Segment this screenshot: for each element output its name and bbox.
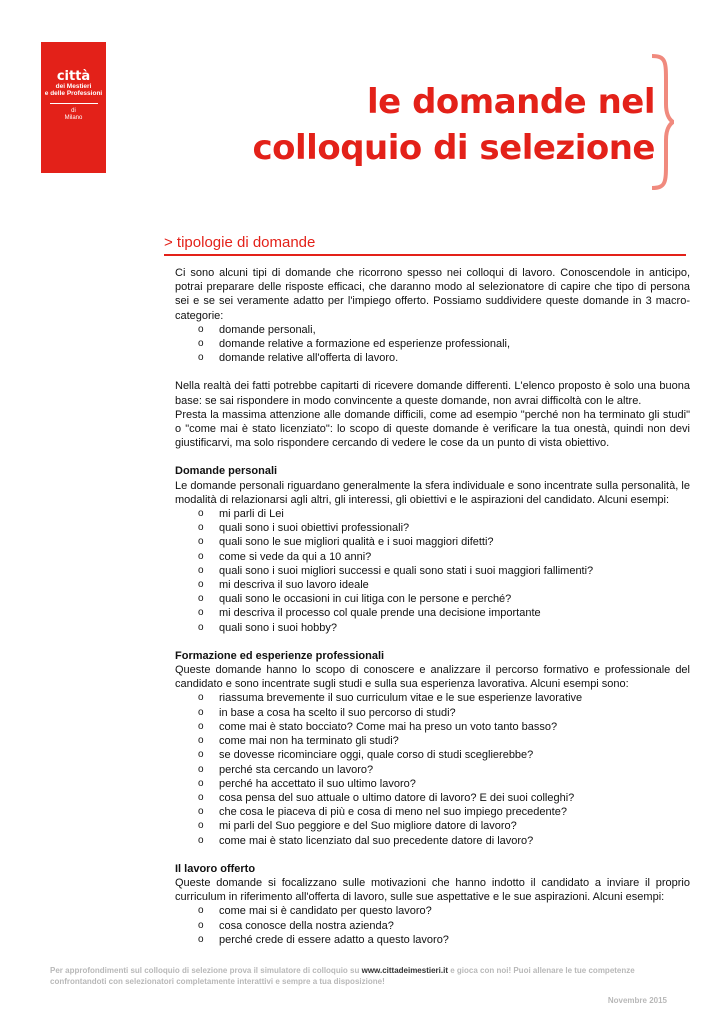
logo-subtitle-2: e delle Professioni bbox=[44, 90, 103, 97]
list-item: o quali sono le sue migliori qualità e i suoi maggiori difetti? bbox=[198, 536, 494, 549]
footer-text-pre: Per approfondimenti sul colloquio di selezione prova il simulatore di colloquio su bbox=[50, 966, 362, 975]
footer-website-link[interactable]: www.cittadeimestieri.it bbox=[361, 966, 448, 975]
paragraph-training: Queste domande hanno lo scopo di conoscere e analizzare il percorso formativo e professionale del candidato e sono incentrate sugli studi e sulla sua esperienza lavorativa. Alcuni esempi sono: bbox=[175, 664, 690, 691]
list-item: o come mai non ha terminato gli studi? bbox=[198, 735, 399, 748]
list-item: o cosa conosce della nostra azienda? bbox=[198, 919, 394, 932]
footer-date: Novembre 2015 bbox=[607, 996, 667, 1005]
paragraph-attention: Presta la massima attenzione alle domande difficili, come ad esempio "perché non ha terminato gli studi" o "come mai è stato licenziato": lo scopo di queste domande è verificare la tua onestà, quindi non devi giustificarvi, ma solo rispondere cercando di vedere le cose da un punto di vista obiettivo. bbox=[175, 408, 690, 450]
list-item: o mi parli di Lei bbox=[198, 508, 284, 521]
paragraph-personal: Le domande personali riguardano generalmente la sfera individuale e sono incentrate sulla personalità, le modalità di relazionarsi agli altri, gli interessi, gli obiettivi e le aspirazioni del candidato. Alcuni esempi: bbox=[175, 479, 690, 506]
list-item: o come mai è stato bocciato? Come mai ha preso un voto tanto basso? bbox=[198, 720, 558, 733]
list-item: o perché ha accettato il suo ultimo lavoro? bbox=[198, 777, 416, 790]
footer-text-post: e gioca con noi! Puoi allenare le tue competenze confrontandoti con selezionatori completamente interattivi e sempre a tua disposizione! bbox=[50, 966, 635, 986]
category-list bbox=[175, 323, 690, 366]
list-item: o cosa pensa del suo attuale o ultimo datore di lavoro? E dei suoi colleghi? bbox=[198, 791, 575, 804]
title-line-2: colloquio di selezione bbox=[252, 128, 655, 168]
training-questions-list bbox=[175, 691, 690, 847]
logo-word: città bbox=[56, 69, 91, 84]
logo-city-1: di bbox=[71, 108, 76, 114]
list-item: o perché crede di essere adatto a questo lavoro? bbox=[198, 933, 449, 946]
title-line-1: le domande nel bbox=[367, 82, 655, 122]
logo-subtitle-1: dei Mestieri bbox=[55, 83, 92, 90]
section-heading: > tipologie di domande bbox=[164, 234, 686, 256]
list-item: o mi descriva il suo lavoro ideale bbox=[198, 579, 369, 592]
list-item: o quali sono i suoi hobby? bbox=[198, 621, 338, 634]
page-title bbox=[253, 79, 655, 171]
heading-personal: Domande personali bbox=[175, 465, 278, 478]
list-item: o quali sono i suoi obiettivi professionali? bbox=[198, 522, 410, 535]
list-item: o come si vede da qui a 10 anni? bbox=[198, 550, 372, 563]
list-item: o che cosa le piaceva di più e cosa di meno nel suo impiego precedente? bbox=[198, 806, 567, 819]
list-item: o domande personali, bbox=[198, 323, 316, 336]
list-item: o come mai è stato licenziato dal suo precedente datore di lavoro? bbox=[198, 834, 534, 847]
list-item: o mi parli del Suo peggiore e del Suo migliore datore di lavoro? bbox=[198, 820, 517, 833]
paragraph-reality: Nella realtà dei fatti potrebbe capitarti di ricevere domande differenti. L'elenco proposto è solo una buona base: se sai rispondere in modo convincente a queste domande, non avrai difficoltà con le altre. bbox=[175, 380, 690, 407]
list-item: o perché sta cercando un lavoro? bbox=[198, 763, 374, 776]
personal-questions-list bbox=[175, 507, 690, 635]
list-item: o quali sono le occasioni in cui litiga con le persone e perché? bbox=[198, 593, 512, 606]
intro-paragraph: Ci sono alcuni tipi di domande che ricorrono spesso nei colloqui di lavoro. Conoscendole in anticipo, potrai preparare delle risposte efficaci, che daranno modo al selezionatore di capire che tipo di persona sei e se sei veramente adatto per l'impiego offerto. Possiamo suddividere queste domande in 3 macro-categorie: bbox=[175, 267, 690, 322]
paragraph-offer: Queste domande si focalizzano sulle motivazioni che hanno indotto il candidato a inviare il proprio curriculum in riferimento all'offerta di lavoro, sulle sue aspettative e le sue aspirazioni. Alcuni esempi: bbox=[175, 876, 690, 904]
offer-questions-list bbox=[175, 904, 690, 947]
logo-citta-dei-mestieri bbox=[41, 42, 106, 173]
list-item: o quali sono i suoi migliori successi e quali sono stati i suoi maggiori fallimenti? bbox=[198, 564, 594, 577]
curly-brace-decoration bbox=[644, 52, 674, 192]
footer-note bbox=[50, 965, 670, 987]
heading-offer: Il lavoro offerto bbox=[175, 862, 256, 875]
logo-divider bbox=[50, 103, 98, 104]
list-item: o in base a cosa ha scelto il suo percorso di studi? bbox=[198, 706, 456, 719]
list-item: o riassuma brevemente il suo curriculum vitae e le sue esperienze lavorative bbox=[198, 692, 583, 705]
heading-training: Formazione ed esperienze professionali bbox=[175, 649, 385, 662]
logo-city-2: Milano bbox=[64, 115, 83, 121]
list-item: o se dovesse ricominciare oggi, quale corso di studi sceglierebbe? bbox=[198, 749, 534, 762]
list-item: o mi descriva il processo col quale prende una decisione importante bbox=[198, 607, 541, 620]
list-item: o come mai si è candidato per questo lavoro? bbox=[198, 905, 432, 918]
list-item: o domande relative a formazione ed esperienze professionali, bbox=[198, 338, 511, 351]
list-item: o domande relative all'offerta di lavoro. bbox=[198, 352, 399, 365]
document-body bbox=[175, 266, 690, 947]
